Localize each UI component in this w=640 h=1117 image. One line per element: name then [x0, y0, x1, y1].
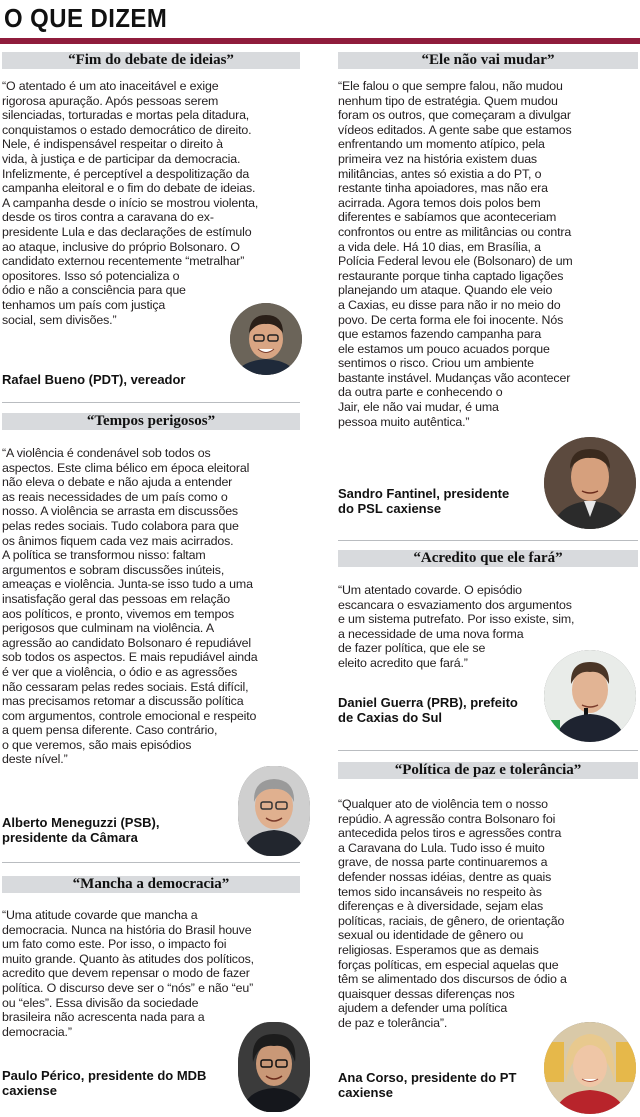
quote-author: Sandro Fantinel, presidente do PSL caxiense — [338, 486, 510, 516]
left-column — [2, 0, 300, 1117]
quote-author: Alberto Meneguzzi (PSB), presidente da Câmara — [2, 815, 160, 845]
quote-text: “Um atentado covarde. O episódio escancara o esvaziamento dos argumentos e um sistema putrefato. Por isso existe, sim, a necessidade de uma nova forma de fazer política, que ele se eleito acredito que fará.” — [338, 583, 575, 670]
quote-author: Paulo Périco, presidente do MDB caxiense — [2, 1068, 207, 1098]
quote-heading: “Fim do debate de ideias” — [2, 52, 300, 69]
quote-text: “Ele falou o que sempre falou, não mudou nenhum tipo de estratégia. Quem mudou foram os outros, que começaram a divulgar vídeos editados. A gente sabe que estamos enfrentando um momento atípico, pela primeira vez na história existem duas militâncias, antes só existia a do PT, o restante tinha apoiadores, mas não era acirrada. Agora temos dois polos bem diferentes e sabíamos que aconteceriam confrontos ou entre as militâncias ou contra a vida dele. Há 10 dias, em Brasília, a Polícia Federal levou ele (Bolsonaro) de um restaurante porque tinha captado ligações planejando um ataque. Quando ele veio a Caxias, eu disse para não ir no meio do povo. De certa forma ele foi inocente. Nós que estamos fazendo campanha para ele estamos um pouco acuados porque sentimos o risco. Criou um ambiente bastante instável. Mudanças vão acontecer da outra parte e conhecendo o Jair, ele não vai mudar, é uma pessoa muito autêntica.” — [338, 79, 573, 429]
quote-heading: “Ele não vai mudar” — [338, 52, 638, 69]
quote-text: “A violência é condenável sob todos os aspectos. Este clima bélico em época eleitoral não eleva o debate e não ajuda a entender as reais necessidades de um país como o nosso. A violência se arrasta em discussões pelas redes sociais. Tudo colabora para que os ânimos fiquem cada vez mais acirrados. A política se transformou nisso: faltam argumentos e sobram discussões inúteis, ameaças e violência. Junta-se isso tudo a uma insatisfação geral das pessoas em relação aos políticos, e pronto, vivemos em tempos perigosos que culminam na violência. A agressão ao candidato Bolsonaro é repudiável sob todos os aspectos. E mais repudiável ainda é ver que a violência, o ódio e as agressões não cessaram pelas redes sociais. Está difícil, mas precisamos retomar a discussão política com argumentos, controle emocional e respeito a quem pensa diferente. Caso contrário, o que veremos, são mais episódios deste nível.” — [2, 446, 258, 767]
portrait-photo-icon — [238, 766, 310, 856]
author-photo — [230, 303, 302, 375]
quote-author: Daniel Guerra (PRB), prefeito de Caxias do Sul — [338, 695, 518, 725]
divider — [2, 402, 300, 403]
divider — [2, 862, 300, 863]
quote-text: “Qualquer ato de violência tem o nosso repúdio. A agressão contra Bolsonaro foi antecedida pelos tiros e agressões contra a Caravana do Lula. Tudo isso é muito grave, de nossa parte continuaremos a defender nossas idéias, dentre as quais temos sido incansáveis no respeito às diferenças e à diversidade, sejam elas políticas, raciais, de gênero, de orientação sexual ou identidade de gênero ou religiosas. Esperamos que as demais forças políticas, em especial aquelas que têm se alimentado dos discursos de ódio a quaisquer dessas diferenças nos ajudem a defender uma política de paz e tolerância”. — [338, 797, 567, 1030]
divider — [338, 540, 638, 541]
author-photo — [544, 1022, 636, 1114]
right-column — [338, 0, 638, 1117]
portrait-photo-icon — [544, 437, 636, 529]
page-title: O QUE DIZEM — [4, 3, 168, 33]
author-photo — [238, 766, 310, 856]
quote-heading: “Mancha a democracia” — [2, 876, 300, 893]
quote-author: Ana Corso, presidente do PT caxiense — [338, 1070, 517, 1100]
quote-heading: “Acredito que ele fará” — [338, 550, 638, 567]
portrait-photo-icon — [238, 1022, 310, 1112]
author-photo — [238, 1022, 310, 1112]
portrait-photo-icon — [230, 303, 302, 375]
quote-heading: “Tempos perigosos” — [2, 413, 300, 430]
portrait-photo-icon — [544, 1022, 636, 1114]
quote-heading: “Política de paz e tolerância” — [338, 762, 638, 779]
quote-text: “O atentado é um ato inaceitável e exige rigorosa apuração. Após pessoas serem silenciadas, torturadas e mortas pela ditadura, conquistamos o estado democrático de direito. Nele, é indispensável respeitar o direito à vida, à justiça e de participar da democracia. Infelizmente, é perceptível a despolitização da campanha eleitoral e o fim do debate de ideias. A campanha desde o início se mostrou violenta, desde os tiros contra a caravana do ex- presidente Lula e das declarações de estímulo ao ataque, inclusive do próprio Bolsonaro. O candidato externou recentemente “metralhar” opositores. Isso só potencializa o ódio e não a consciência para que tenhamos um país com justiça social, sem divisões.” — [2, 79, 259, 327]
author-photo — [544, 437, 636, 529]
quote-text: “Uma atitude covarde que mancha a democracia. Nunca na história do Brasil houve um fato como este. Por isso, o impacto foi muito grande. Quanto às atitudes dos políticos, acredito que devem repensar o modo de fazer política. O discurso deve ser o “nós” e não “eu” ou “eles”. Essa divisão da sociedade brasileira não acrescenta nada para a democracia.” — [2, 908, 254, 1039]
divider — [338, 750, 638, 751]
author-photo — [544, 650, 636, 742]
portrait-photo-icon — [544, 650, 636, 742]
quote-author: Rafael Bueno (PDT), vereador — [2, 372, 186, 387]
